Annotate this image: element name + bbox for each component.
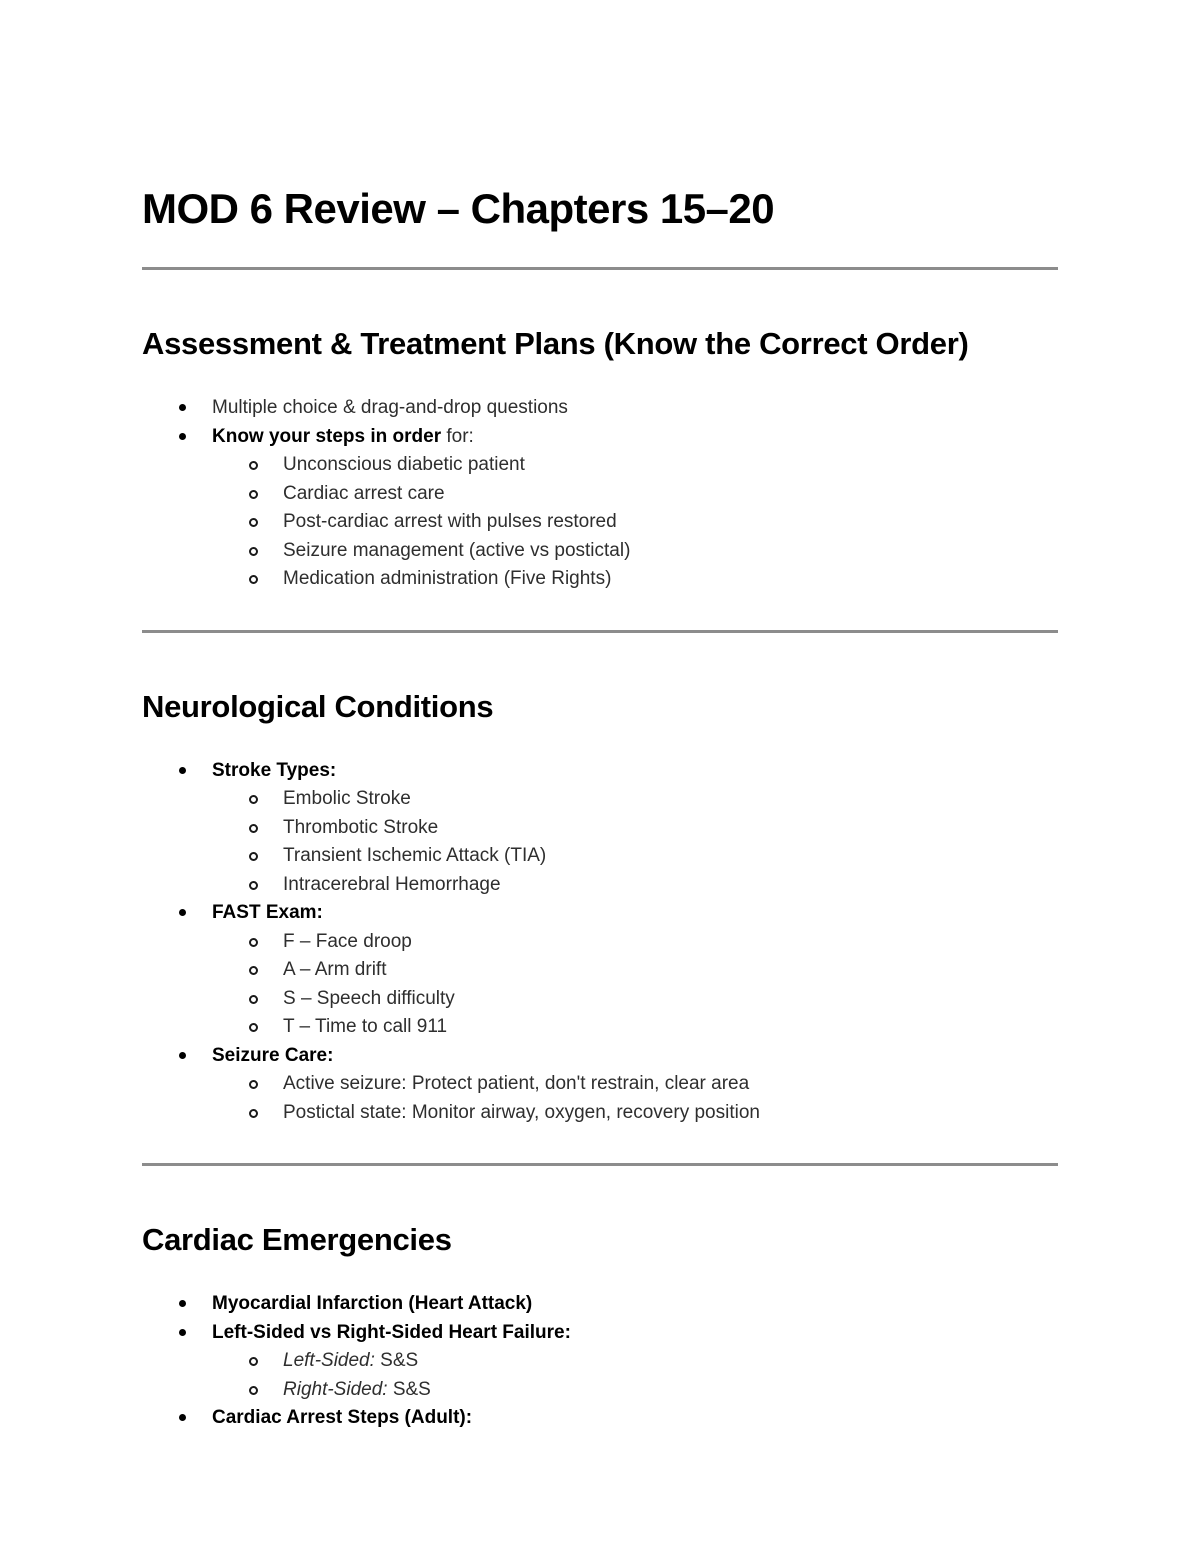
bullet-circle-icon [249, 1080, 258, 1089]
text-run: Myocardial Infarction (Heart Attack) [212, 1293, 533, 1314]
list-item [142, 1042, 1058, 1071]
text-run: Active seizure: Protect patient, don't restrain, clear area [283, 1073, 750, 1094]
list-item-text [283, 1350, 418, 1371]
list-item [142, 480, 1058, 509]
list-item [142, 1013, 1058, 1042]
bullet-circle-icon [249, 575, 258, 584]
bullet-disc-icon [179, 1414, 186, 1421]
text-run: Medication administration (Five Rights) [283, 568, 612, 589]
list-item [142, 1070, 1058, 1099]
list-item [142, 394, 1058, 423]
text-run: A – Arm drift [283, 959, 387, 980]
list-item [142, 899, 1058, 928]
list-item [142, 1099, 1058, 1128]
list-item-text [283, 454, 525, 475]
list-item [142, 1376, 1058, 1405]
list-item-text [212, 1407, 472, 1428]
list-item [142, 537, 1058, 566]
list-item-text [283, 1379, 431, 1400]
text-run: Seizure management (active vs postictal) [283, 539, 631, 561]
text-run: Seizure Care: [212, 1044, 334, 1066]
list-item [142, 871, 1058, 900]
text-run: Know your steps in order [212, 425, 442, 447]
bullet-disc-icon [179, 1300, 186, 1307]
bullet-circle-icon [249, 938, 258, 947]
list-item-text [212, 1322, 571, 1343]
bullet-disc-icon [179, 404, 186, 411]
bullet-circle-icon [249, 1023, 258, 1032]
list-item [142, 1404, 1058, 1433]
bullet-circle-icon [249, 995, 258, 1004]
list-item [142, 1319, 1058, 1348]
list-item-text [212, 1045, 333, 1066]
bullet-list [142, 1290, 1058, 1433]
list-item-text [283, 568, 611, 589]
text-run: S – Speech difficulty [283, 987, 455, 1009]
list-item [142, 1347, 1058, 1376]
list-item [142, 985, 1058, 1014]
list-item-text [283, 1073, 749, 1094]
list-item-text [283, 511, 617, 532]
list-item [142, 814, 1058, 843]
text-run: for: [441, 425, 474, 447]
list-item-text [283, 845, 546, 866]
list-item-text [283, 1016, 447, 1037]
list-item-text [283, 959, 386, 980]
bullet-circle-icon [249, 1357, 258, 1366]
list-item-text [283, 874, 501, 895]
bullet-circle-icon [249, 518, 258, 527]
text-run: Intracerebral Hemorrhage [283, 873, 501, 895]
bullet-disc-icon [179, 909, 186, 916]
list-item-text [283, 483, 445, 504]
list-item-text [283, 1102, 760, 1123]
text-run: Transient Ischemic Attack (TIA) [283, 845, 547, 866]
list-item [142, 1290, 1058, 1319]
text-run: Cardiac Arrest Steps (Adult): [212, 1407, 473, 1428]
list-item-text [212, 760, 336, 781]
bullet-circle-icon [249, 795, 258, 804]
list-item-text [283, 931, 412, 952]
bullet-disc-icon [179, 1329, 186, 1336]
text-run: S&S [387, 1378, 431, 1400]
text-run: Left-Sided vs Right-Sided Heart Failure: [212, 1321, 571, 1343]
text-run: Left-Sided: [283, 1350, 375, 1371]
bullet-circle-icon [249, 824, 258, 833]
list-item-text [283, 817, 438, 838]
text-run: Post-cardiac arrest with pulses restored [283, 511, 617, 532]
text-run: Stroke Types: [212, 759, 337, 781]
document-title: MOD 6 Review – Chapters 15–20 [142, 185, 775, 232]
list-item-text [283, 788, 411, 809]
list-item-text [212, 902, 323, 923]
list-item [142, 842, 1058, 871]
bullet-circle-icon [249, 966, 258, 975]
bullet-circle-icon [249, 1109, 258, 1118]
list-item [142, 956, 1058, 985]
text-run: Right-Sided: [283, 1378, 388, 1400]
text-run: Cardiac arrest care [283, 482, 445, 504]
text-run: Unconscious diabetic patient [283, 454, 525, 475]
section-heading: Cardiac Emergencies [142, 1222, 452, 1257]
list-item-text [212, 1293, 532, 1314]
list-item [142, 508, 1058, 537]
bullet-list [142, 394, 1058, 594]
list-item [142, 785, 1058, 814]
horizontal-rule [142, 630, 1058, 633]
text-run: T – Time to call 911 [283, 1016, 448, 1037]
bullet-circle-icon [249, 1386, 258, 1395]
bullet-circle-icon [249, 461, 258, 470]
text-run: Embolic Stroke [283, 788, 411, 809]
list-item [142, 757, 1058, 786]
bullet-list [142, 757, 1058, 1128]
bullet-circle-icon [249, 490, 258, 499]
text-run: S&S [374, 1350, 419, 1371]
bullet-disc-icon [179, 1052, 186, 1059]
bullet-disc-icon [179, 433, 186, 440]
text-run: Multiple choice & drag-and-drop questions [212, 397, 568, 418]
list-item-text [283, 988, 455, 1009]
list-item [142, 928, 1058, 957]
text-run: Thrombotic Stroke [283, 816, 439, 838]
bullet-circle-icon [249, 852, 258, 861]
list-item [142, 423, 1058, 452]
bullet-disc-icon [179, 767, 186, 774]
list-item-text [212, 397, 568, 418]
list-item-text [212, 426, 474, 447]
horizontal-rule [142, 267, 1058, 270]
bullet-circle-icon [249, 547, 258, 556]
list-item [142, 451, 1058, 480]
section-heading: Assessment & Treatment Plans (Know the Correct Order) [142, 326, 969, 361]
document-body [142, 267, 1058, 1433]
text-run: F – Face droop [283, 930, 412, 952]
list-item-text [283, 540, 630, 561]
section-heading: Neurological Conditions [142, 688, 494, 724]
text-run: FAST Exam: [212, 902, 323, 923]
text-run: Postictal state: Monitor airway, oxygen, recovery position [283, 1101, 760, 1123]
bullet-circle-icon [249, 881, 258, 890]
horizontal-rule [142, 1163, 1058, 1166]
list-item [142, 565, 1058, 594]
